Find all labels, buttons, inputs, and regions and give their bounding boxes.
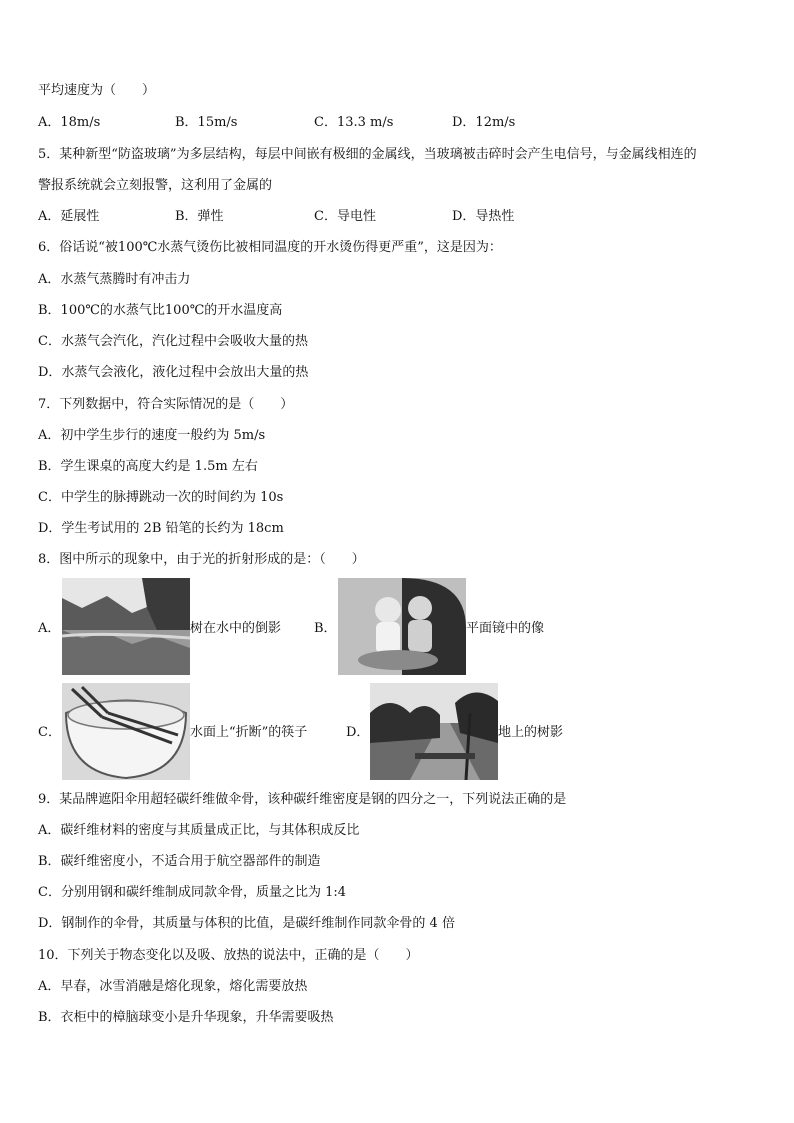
q6-option-b: B．100℃的水蒸气比100℃的开水温度高 (38, 303, 283, 318)
q7-option-a: A．初中学生步行的速度一般约为 5m/s (38, 428, 266, 443)
q10-stem: 10．下列关于物态变化以及吸、放热的说法中，正确的是（ ） (38, 948, 419, 963)
q6-option-a: A．水蒸气蒸腾时有冲击力 (38, 272, 191, 287)
q4-option-d: D．12m/s (452, 115, 516, 130)
q8-option-d-caption: 地上的树影 (498, 725, 564, 740)
q5-option-b: B．弹性 (175, 209, 224, 224)
q9-option-b: B．碳纤维密度小，不适合用于航空器部件的制造 (38, 854, 321, 869)
q9-option-d: D．钢制作的伞骨，其质量与体积的比值，是碳纤维制作同款伞骨的 4 倍 (38, 916, 455, 931)
q7-option-b: B．学生课桌的高度大约是 1.5m 左右 (38, 459, 258, 474)
q5-stem-line2: 警报系统就会立刻报警，这利用了金属的 (38, 178, 273, 193)
q8-option-c-caption: 水面上“折断”的筷子 (190, 725, 308, 740)
lake-reflection-image (62, 578, 190, 675)
q4-option-a: A．18m/s (38, 115, 101, 130)
q9-option-c: C．分别用钢和碳纤维制成同款伞骨，质量之比为 1:4 (38, 885, 347, 900)
q4-stem-tail: 平均速度为（ ） (38, 83, 156, 98)
q4-option-c: C．13.3 m/s (314, 115, 394, 130)
q9-option-a: A．碳纤维材料的密度与其质量成正比，与其体积成反比 (38, 823, 360, 838)
q6-option-c: C．水蒸气会汽化，汽化过程中会吸收大量的热 (38, 334, 308, 349)
q6-stem: 6．俗话说“被100℃水蒸气烫伤比被相同温度的开水烫伤得更严重”，这是因为： (38, 240, 502, 255)
mirror-image-photo (338, 578, 466, 675)
q5-option-d: D．导热性 (452, 209, 515, 224)
tree-shadow-image (370, 683, 498, 780)
q6-option-d: D．水蒸气会液化，液化过程中会放出大量的热 (38, 365, 309, 380)
q9-stem: 9．某品牌遮阳伞用超轻碳纤维做伞骨，该种碳纤维密度是钢的四分之一，下列说法正确的是 (38, 792, 567, 807)
q8-option-a-caption: 树在水中的倒影 (190, 621, 282, 636)
q7-option-c: C．中学生的脉搏跳动一次的时间约为 10s (38, 490, 284, 505)
q8-option-b-letter: B． (314, 621, 337, 636)
q8-option-d-letter: D． (346, 725, 370, 740)
q5-stem-line1: 5．某种新型“防盗玻璃”为多层结构，每层中间嵌有极细的金属线，当玻璃被击碎时会产生电信号，与金属线相连的 (38, 147, 697, 162)
q8-option-a-letter: A． (38, 621, 61, 636)
q5-option-a: A．延展性 (38, 209, 100, 224)
q10-option-b: B．衣柜中的樟脑球变小是升华现象，升华需要吸热 (38, 1010, 334, 1025)
q7-option-d: D．学生考试用的 2B 铅笔的长约为 18cm (38, 521, 284, 536)
q8-option-c-letter: C． (38, 725, 61, 740)
q10-option-a: A．早春，冰雪消融是熔化现象，熔化需要放热 (38, 979, 308, 994)
q7-stem: 7．下列数据中，符合实际情况的是（ ） (38, 397, 294, 412)
q4-option-b: B．15m/s (175, 115, 238, 130)
bent-chopsticks-image (62, 683, 190, 780)
q8-option-b-caption: 平面镜中的像 (466, 621, 545, 636)
q5-option-c: C．导电性 (314, 209, 376, 224)
q8-stem: 8．图中所示的现象中，由于光的折射形成的是：（ ） (38, 552, 365, 567)
